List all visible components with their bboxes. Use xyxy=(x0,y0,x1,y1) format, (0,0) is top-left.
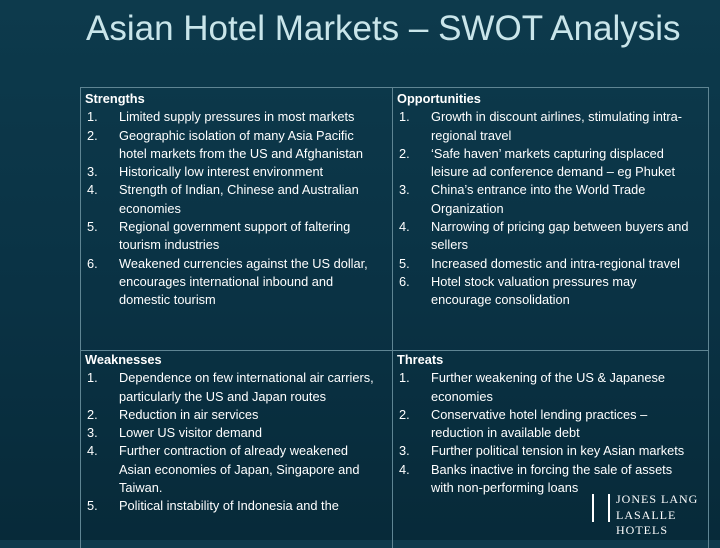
swot-grid xyxy=(80,87,709,548)
item-number: 1. xyxy=(399,370,410,386)
item-number: 4. xyxy=(399,219,410,235)
item-text: Strength of Indian, Chinese and Australian economies xyxy=(119,182,359,216)
strengths-item xyxy=(85,163,381,181)
item-text: Geographic isolation of many Asia Pacific hotel markets from the US and Afghanistan xyxy=(119,127,363,161)
item-text: Further political tension in key Asian markets xyxy=(431,443,685,459)
item-number: 3. xyxy=(87,164,98,180)
item-text: Increased domestic and intra-regional travel xyxy=(431,255,680,271)
opportunities-item xyxy=(397,218,697,255)
grid-divider-vertical xyxy=(392,88,393,548)
item-number: 3. xyxy=(399,443,410,459)
item-number: 3. xyxy=(87,425,98,441)
threats-list xyxy=(397,369,697,497)
item-number: 5. xyxy=(87,219,98,235)
item-number: 5. xyxy=(87,498,98,514)
item-number: 4. xyxy=(87,443,98,459)
item-number: 3. xyxy=(399,182,410,198)
item-text: Historically low interest environment xyxy=(119,164,324,180)
item-text: Weakened currencies against the US dollar, encourages international inbound and domestic tourism xyxy=(119,255,368,308)
logo-line-2: LASALLE HOTELS xyxy=(616,508,677,537)
opportunities-item xyxy=(397,273,697,310)
item-number: 6. xyxy=(87,255,98,271)
weaknesses-item xyxy=(85,406,381,424)
item-text: Political instability of Indonesia and the xyxy=(119,498,339,514)
weaknesses-item xyxy=(85,424,381,442)
page-title: Asian Hotel Markets – SWOT Analysis xyxy=(86,9,681,48)
item-number: 1. xyxy=(399,109,410,125)
item-number: 4. xyxy=(87,182,98,198)
item-text: Narrowing of pricing gap between buyers and sellers xyxy=(431,219,689,253)
item-number: 2. xyxy=(87,406,98,422)
opportunities-item xyxy=(397,145,697,182)
threats-heading: Threats xyxy=(397,352,444,367)
strengths-item xyxy=(85,218,381,255)
item-text: ‘Safe haven’ markets capturing displaced leisure ad conference demand – eg Phuket xyxy=(431,145,676,180)
item-text: Regional government support of faltering tourism industries xyxy=(119,219,351,253)
item-text: Banks inactive in forcing the sale of assets with non-performing loans xyxy=(431,461,673,496)
opportunities-heading: Opportunities xyxy=(397,91,481,106)
item-number: 1. xyxy=(87,109,98,125)
weaknesses-quadrant xyxy=(85,351,381,516)
opportunities-list xyxy=(397,108,697,309)
item-number: 2. xyxy=(399,406,410,422)
weaknesses-item xyxy=(85,369,381,406)
logo-line-1: JONES LANG xyxy=(616,492,699,506)
strengths-heading: Strengths xyxy=(85,91,145,106)
threats-item xyxy=(397,406,697,443)
logo-mark-icon xyxy=(592,494,610,522)
item-text: Further weakening of the US & Japanese economies xyxy=(431,370,666,404)
weaknesses-item xyxy=(85,442,381,497)
item-text: Conservative hotel lending practices – reduction in available debt xyxy=(431,406,648,441)
threats-item xyxy=(397,442,697,460)
strengths-item xyxy=(85,127,381,164)
threats-quadrant xyxy=(397,351,697,497)
item-number: 5. xyxy=(399,255,410,271)
item-number: 2. xyxy=(87,127,98,143)
opportunities-quadrant xyxy=(397,90,697,310)
strengths-item xyxy=(85,108,381,126)
grid-border-right xyxy=(708,88,709,548)
item-number: 2. xyxy=(399,145,410,161)
item-text: Dependence on few international air carriers, particularly the US and Japan routes xyxy=(119,370,374,404)
item-text: Growth in discount airlines, stimulating intra-regional travel xyxy=(431,109,683,143)
opportunities-item xyxy=(397,255,697,273)
opportunities-item xyxy=(397,181,697,218)
strengths-item xyxy=(85,181,381,218)
item-text: Limited supply pressures in most markets xyxy=(119,109,355,125)
weaknesses-item xyxy=(85,497,381,515)
item-text: Further contraction of already weakened Asian economies of Japan, Singapore and Taiwan. xyxy=(119,443,360,496)
company-logo xyxy=(592,492,710,537)
opportunities-item xyxy=(397,108,697,145)
item-text: China’s entrance into the World Trade Organization xyxy=(431,182,646,216)
item-text: Hotel stock valuation pressures may encourage consolidation xyxy=(431,273,637,308)
item-number: 4. xyxy=(399,461,410,477)
weaknesses-heading: Weaknesses xyxy=(85,352,162,367)
item-text: Lower US visitor demand xyxy=(119,425,262,441)
strengths-list xyxy=(85,108,381,309)
item-number: 6. xyxy=(399,273,410,289)
threats-item xyxy=(397,369,697,406)
weaknesses-list xyxy=(85,369,381,515)
item-number: 1. xyxy=(87,370,98,386)
strengths-item xyxy=(85,255,381,310)
strengths-quadrant xyxy=(85,90,381,310)
item-text: Reduction in air services xyxy=(119,406,259,422)
